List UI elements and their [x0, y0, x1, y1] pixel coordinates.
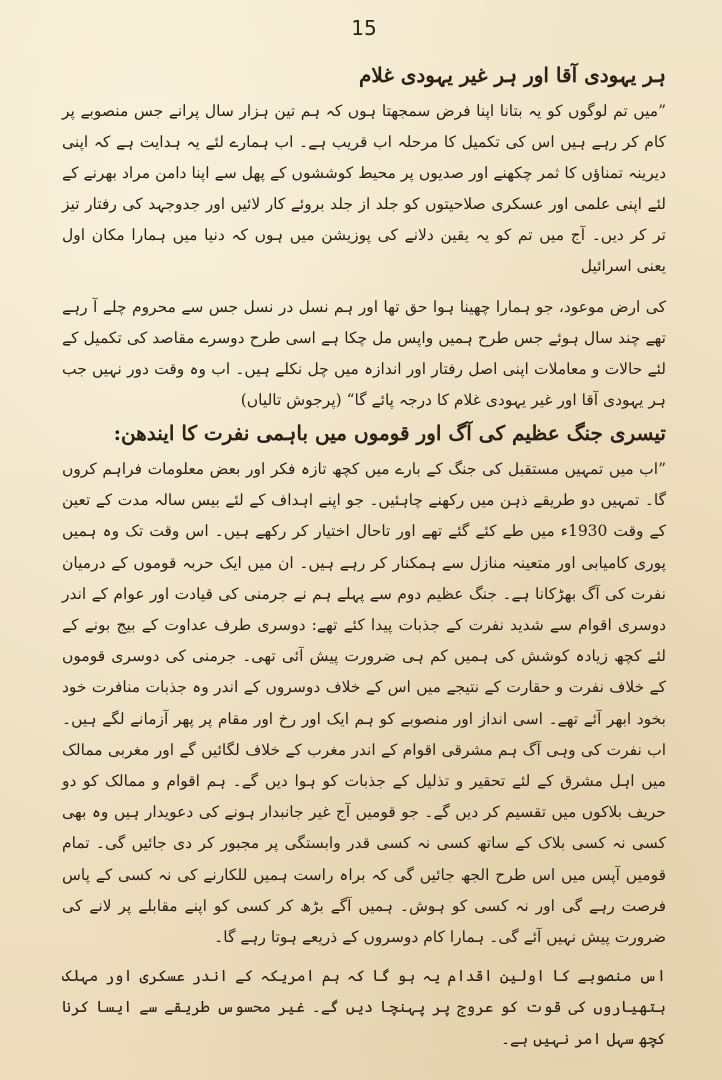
page-number: 15: [351, 16, 377, 40]
paragraph-2: کی ارض موعود، جو ہمارا چھینا ہوا حق تھا اور ہم نسل در نسل جس سے محروم چلے آ رہے تھے چند سال ہوئے جس طرح ہمیں واپس مل چکا ہے اسی طرح دوسرے مقاصد کی تکمیل کے لئے حالات و معاملات اپنی اصل رفتار اور اندازہ میں چل نکلے ہیں۔ اب وہ وقت دور نہیں جب ہر یہودی آقا اور غیر یہودی غلام کا درجہ پائے گا“ (پرجوش تالیاں): [62, 298, 666, 409]
paragraph-gap: [62, 282, 666, 292]
section-heading-1: ہر یہودی آقا اور ہر غیر یہودی غلام: [359, 63, 666, 87]
paragraph-1: ”میں تم لوگوں کو یہ بتانا اپنا فرض سمجھتا ہوں کہ ہم تین ہزار سال پرانے جس منصوبے پر کام کر رہے ہیں اس کی تکمیل کا مرحلہ اب قریب ہے۔ اب ہمارے لئے یہ ہدایت ہے کہ اپنی دیرینہ تمناؤں کا ثمر چکھنے اور صدیوں پر محیط کوششوں کے پھل سے اپنا دامن مراد بھرنے کے لئے اپنی علمی اور عسکری صلاحیتوں کو جلد از جلد بروئے کار لائیں اور جدوجہد کی رفتار تیز تر کر دیں۔ آج میں تم کو یہ یقین دلانے کی پوزیشن میں ہوں کہ دنیا میں ہمارا مکان اول یعنی اسرائیل: [62, 102, 666, 275]
section-heading-2: تیسری جنگ عظیم کی آگ اور قوموں میں باہمی نفرت کا ایندھن:: [113, 421, 666, 445]
paragraph-3: ”اب میں تمہیں مستقبل کی جنگ کے بارے میں کچھ تازہ فکر اور بعض معلومات فراہم کروں گا۔ تمہیں دو طریقے ذہن میں رکھنے چاہئیں۔ جو اپنے اہداف کے لئے بیس سالہ مدت کے تعین کے وقت 1930ء میں طے کئے گئے تھے اور تاحال اختیار کر رکھے ہیں۔ اس وقت تک وہ ہمیں پوری کامیابی اور متعینہ منازل سے ہمکنار کر رہے ہیں۔ ان میں ایک حربہ قوموں کے درمیان نفرت کی آگ بھڑکانا ہے۔ جنگ عظیم دوم سے پہلے ہم نے جرمنی کی قیادت اور عوام کے اندر دوسری اقوام سے شدید نفرت کے جذبات پیدا کئے تھے: دوسری طرف عداوت کے بیج بونے کے لئے کچھ زیادہ کوشش کی ہمیں کم ہی ضرورت پیش آئی تھی۔ جرمنی کی دوسری قوموں کے خلاف نفرت و حقارت کے نتیجے میں اس کے خلاف دوسروں کے اندر وہ جذبات منافرت خود بخود ابھر آئے تھے۔ اسی انداز اور منصوبے کو ہم ایک اور رخ اور مقام پر پھر آزمانے لگے ہیں۔ اب نفرت کی وہی آگ ہم مشرقی اقوام کے اندر مغرب کے خلاف لگائیں گے اور مغربی ممالک میں اہل مشرق کے لئے تحقیر و تذلیل کے جذبات کو ہوا دیں گے۔ ہم اقوام و ممالک کو دو حریف بلاکوں میں تقسیم کر دیں گے۔ جو قومیں آج غیر جانبدار ہونے کی دعویدار ہیں وہ بھی کسی نہ کسی بلاک کے ساتھ کسی نہ کسی قدر وابستگی پر مجبور کر دی جائیں گی۔ تمام قومیں آپس میں اس طرح الجھ جائیں گی کہ براہ راست ہمیں للکارنے کی نہ کسی کے پاس فرصت رہے گی اور نہ کسی کو ہوش۔ ہمیں آگے بڑھ کر کسی کو اپنے مقابلے پر لانے کی ضرورت پیش نہیں آئے گی۔ ہمارا کام دوسروں کے ذریعے ہوتا رہے گا۔: [62, 460, 666, 947]
paragraph-4: اس منصوبے کا اولین اقدام یہ ہو گا کہ ہم امریکہ کے اندر عسکری اور مہلک ہتھیاروں کی قوت کو عروج پر پہنچا دیں گے۔ غیر محسوس طریقے سے ایسا کرنا کچھ سہل امر نہیں ہے۔: [62, 967, 666, 1048]
